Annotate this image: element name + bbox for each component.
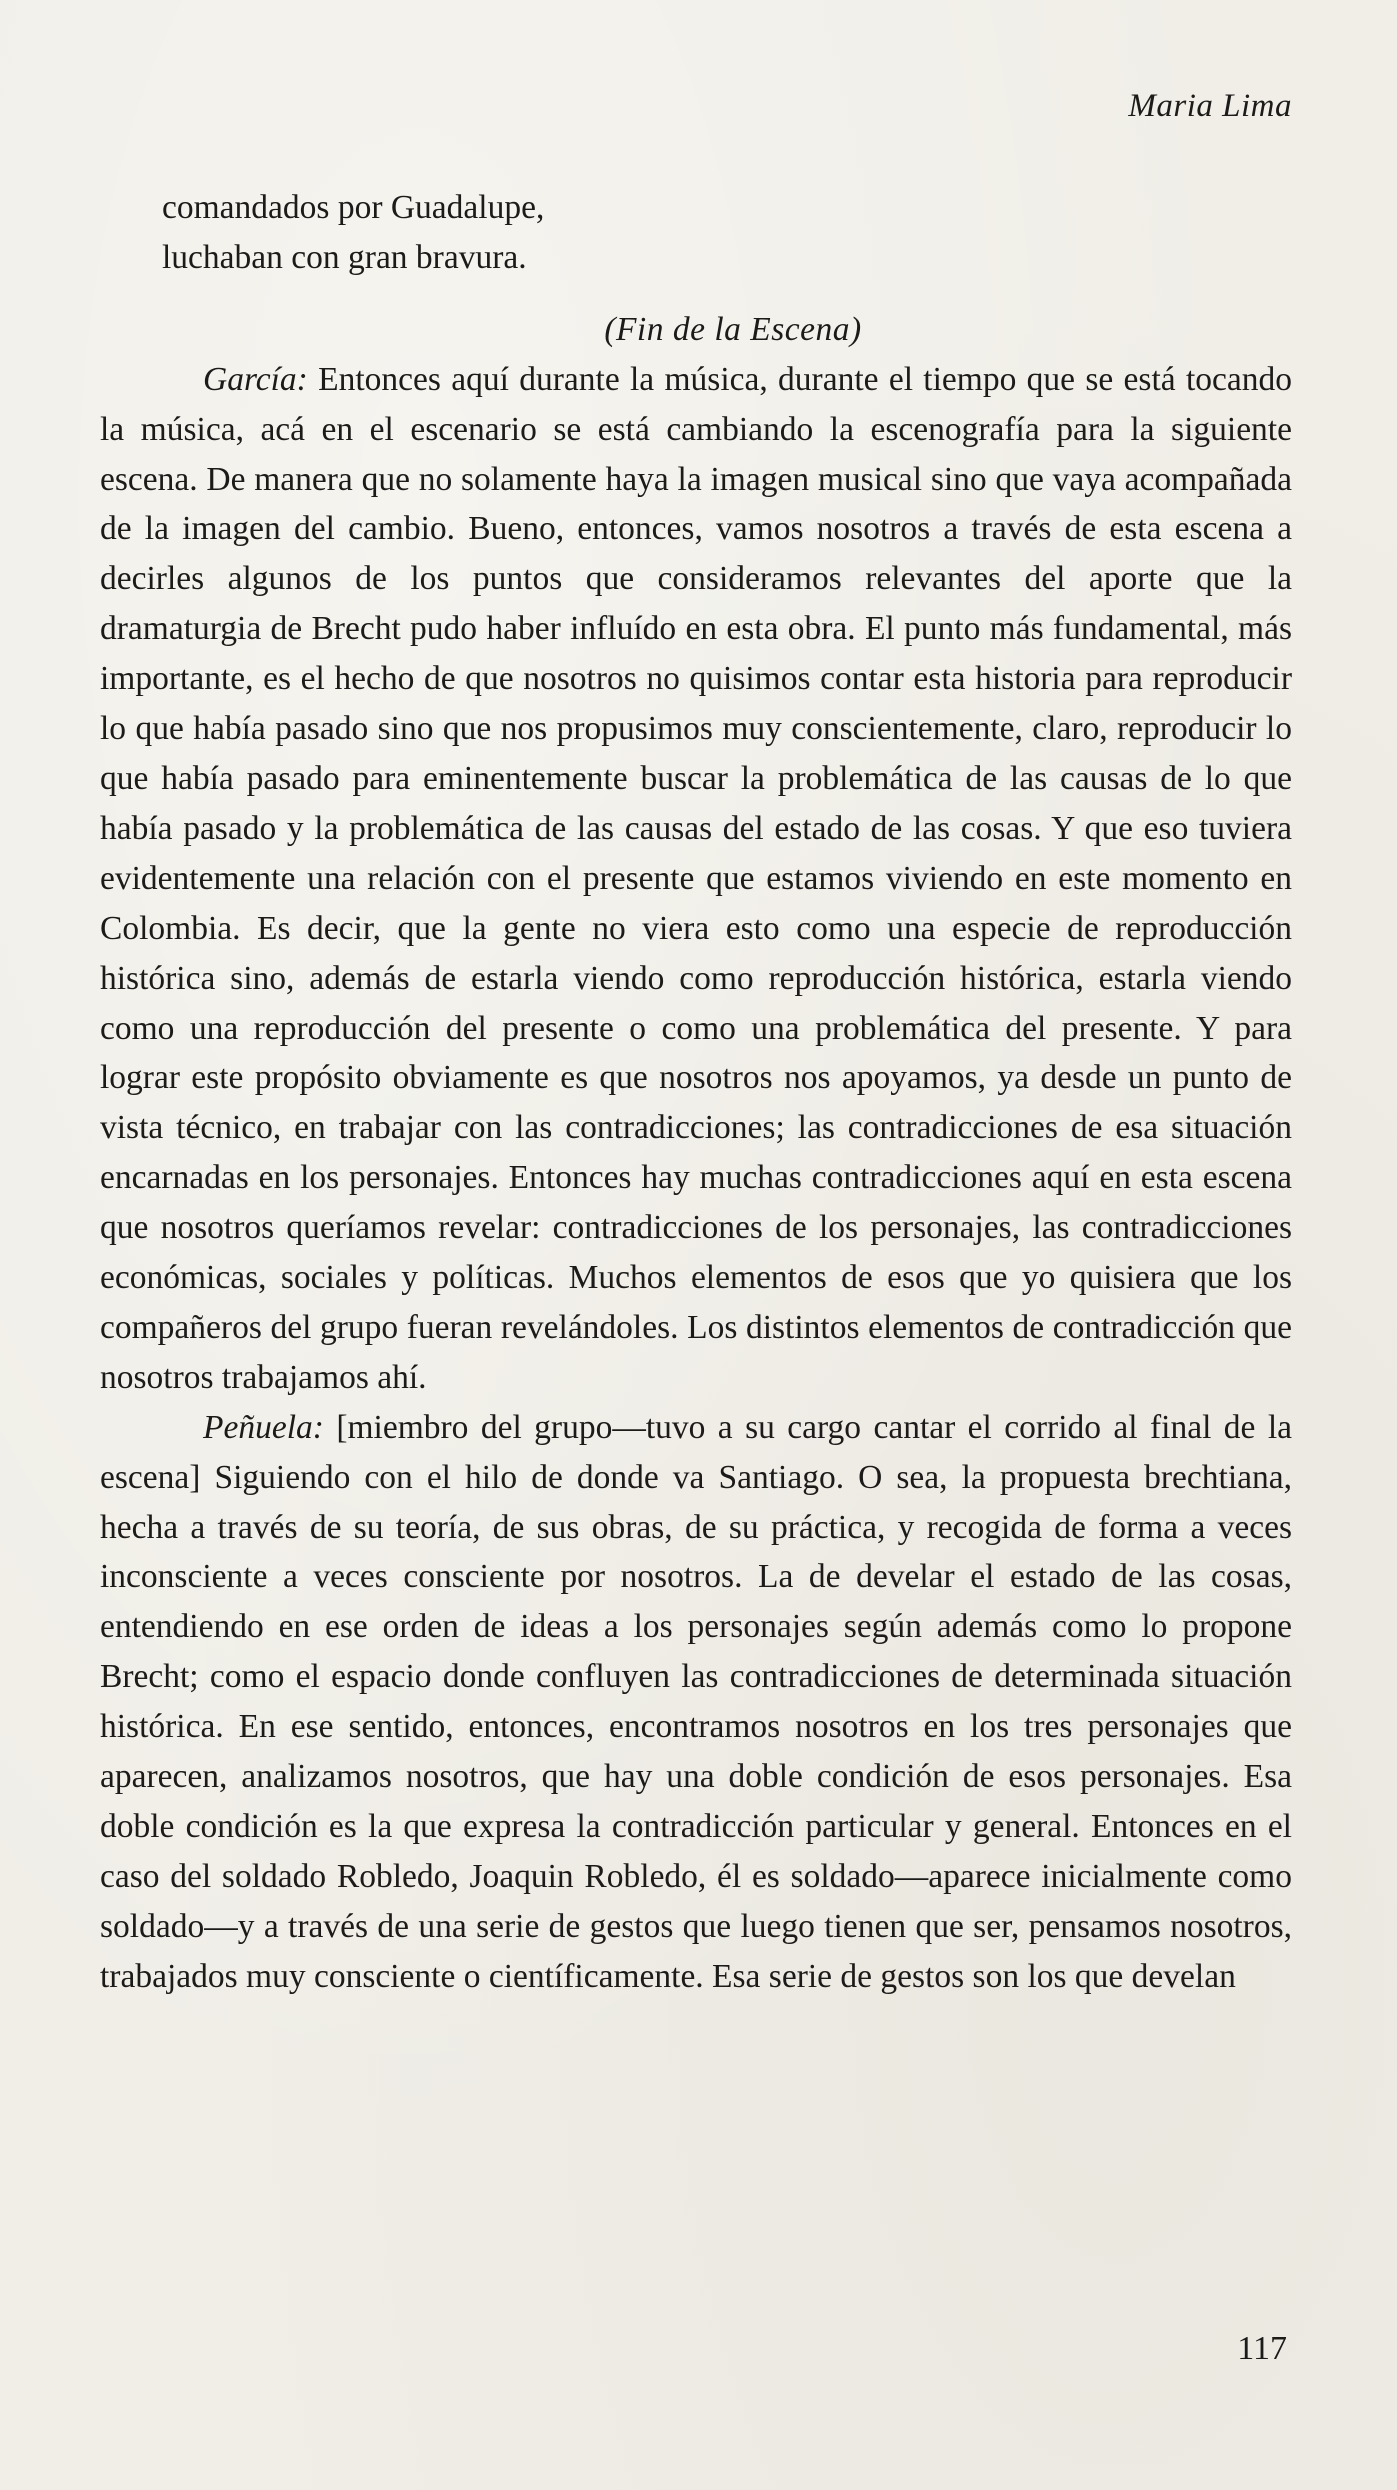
paragraph-penuela xyxy=(100,1403,1292,2002)
scene-end-note: (Fin de la Escena) xyxy=(604,310,862,348)
running-head: Maria Lima xyxy=(1128,88,1292,124)
speaker-name: Peñuela: xyxy=(203,1408,324,1446)
paragraph-text: [miembro del grupo—tuvo a su cargo cantar el corrido al final de la escena] Siguiendo con el hilo de donde va Santiago. O sea, la propuesta brechtiana, hecha a través de su teoría, de sus obras, de su práctica, y recogida de forma a veces inconsciente a veces consciente por nosotros. La de develar el estado de las cosas, entendiendo en ese orden de ideas a los personajes según además como lo propone Brecht; como el espacio donde confluyen las contradicciones de determinada situación histórica. En ese sentido, entonces, encontramos nosotros en los tres personajes que aparecen, analizamos nosotros, que hay una doble condición de esos personajes. Esa doble condición es la que expresa la contradicción particular y general. Entonces en el caso del soldado Robledo, Joaquin Robledo, él es soldado—aparece inicialmente como soldado—y a través de una serie de gestos que luego tienen que ser, pensamos nosotros, trabajados muy consciente o científicamente. Esa serie de gestos son los que develan xyxy=(100,1408,1292,1995)
paragraph-text: Entonces aquí durante la música, durante el tiempo que se está tocando la música, acá en el escenario se está cambiando la escenografía para la siguiente escena. De manera que no solamente haya la imagen musical sino que vaya acompañada de la imagen del cambio. Bueno, entonces, vamos nosotros a través de esta escena a decirles algunos de los puntos que consideramos relevantes del aporte que la dramaturgia de Brecht pudo haber influído en esta obra. El punto más fundamental, más importante, es el hecho de que nosotros no quisimos contar esta historia para reproducir lo que había pasado sino que nos propusimos muy conscientemente, claro, reproducir lo que había pasado para eminentemente buscar la problemática de las causas de lo que había pasado y la problemática de las causas del estado de las cosas. Y que eso tuviera evidentemente una relación con el presente que estamos viviendo en este momento en Colombia. Es decir, que la gente no viera esto como una especie de reproducción histórica sino, además de estarla viendo como reproducción histórica, estarla viendo como una reproducción del presente o como una problemática del presente. Y para lograr este propósito obviamente es que nosotros nos apoyamos, ya desde un punto de vista técnico, en trabajar con las contradicciones; las contradicciones de esa situación encarnadas en los personajes. Entonces hay muchas contradicciones aquí en esta escena que nosotros queríamos revelar: contradicciones de los personajes, las contradicciones económicas, sociales y políticas. Muchos elementos de esos que yo quisiera que los compañeros del grupo fueran revelándoles. Los distintos elementos de contradicción que nosotros trabajamos ahí. xyxy=(100,360,1292,1396)
body-text xyxy=(100,183,1292,2002)
verse-line: comandados por Guadalupe, xyxy=(162,189,545,226)
verse-quote xyxy=(162,183,1292,283)
speaker-name: García: xyxy=(203,360,308,398)
paragraph-garcia xyxy=(100,355,1292,1403)
verse-line: luchaban con gran bravura. xyxy=(162,238,527,276)
page-number: 117 xyxy=(1237,2330,1287,2367)
